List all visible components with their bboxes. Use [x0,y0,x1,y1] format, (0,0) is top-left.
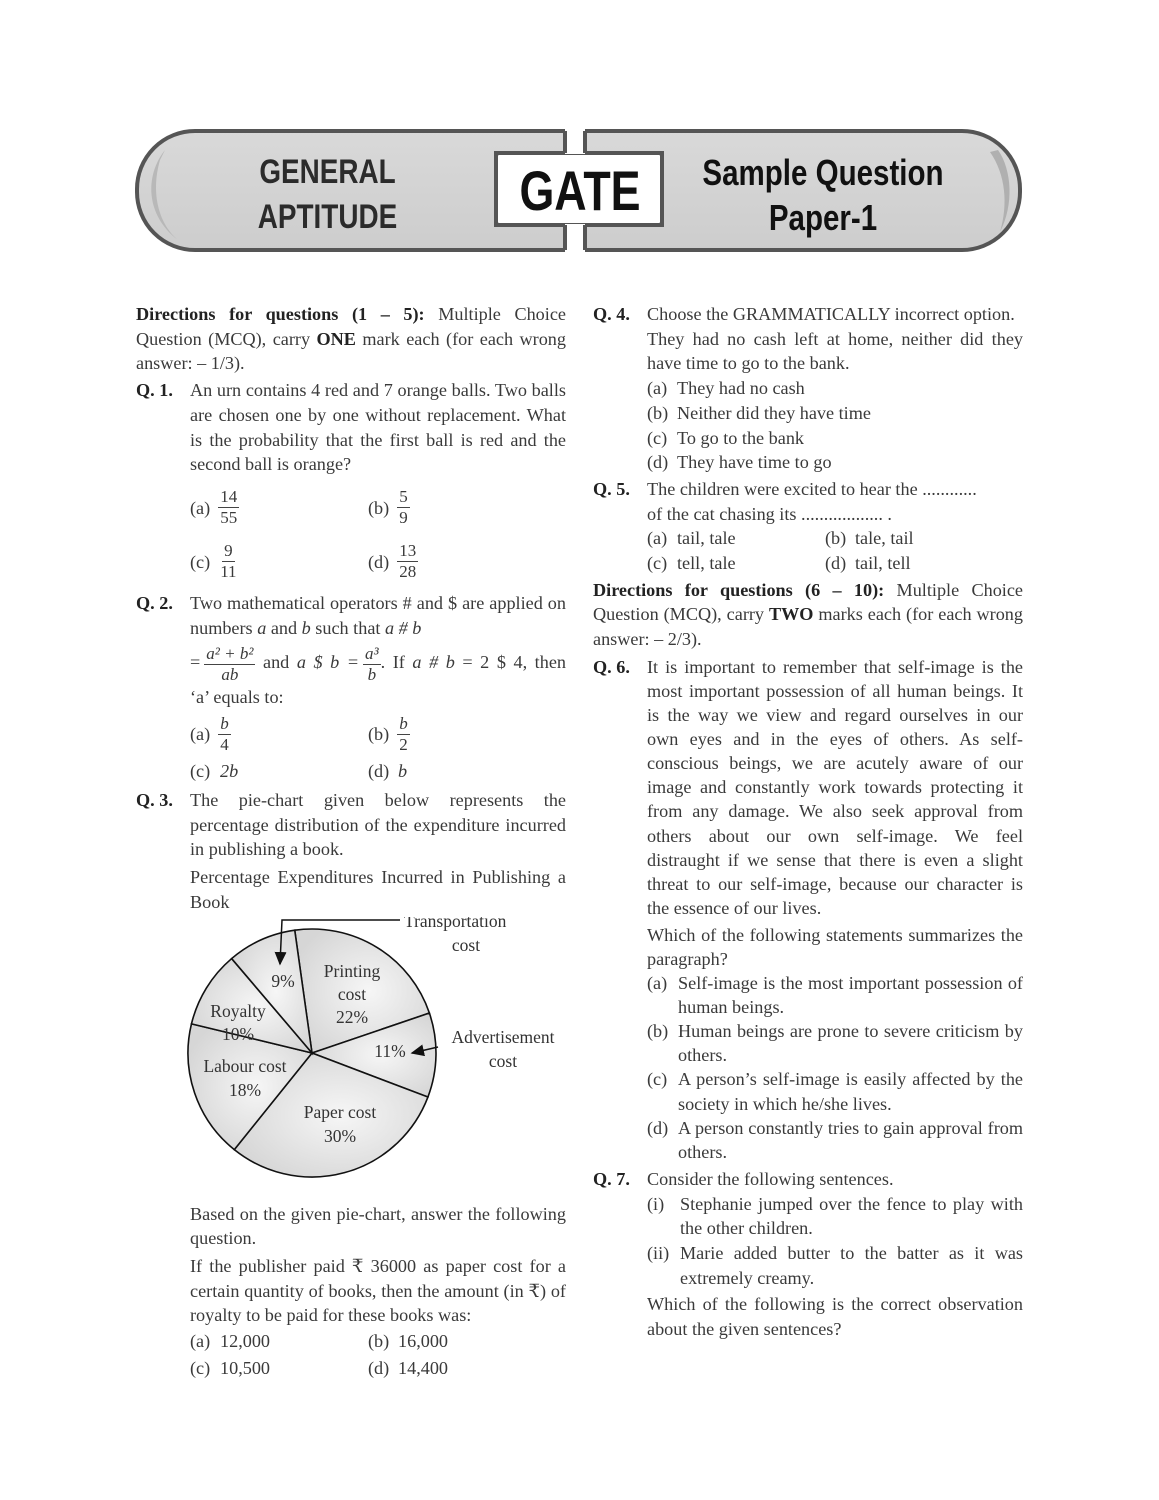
question-7 [593,1167,1023,1342]
option-b[interactable]: (b) $\frac{5}{9}$ [368,487,408,528]
question-text: Two mathematical operators # and $ are applied on numbers a and b such that a # b [190,592,566,638]
fraction: $\frac{5}{9}$ [399,487,408,528]
question-3 [136,788,566,915]
fraction: $\frac{14}{55}$ [220,487,238,528]
question-text-line-1: The children were excited to hear the ............ [647,478,977,499]
svg-text:Labour cost: Labour cost [203,1055,287,1076]
option-b[interactable]: (b) tale, tail [825,528,914,549]
fraction: $\frac{\text{a³}}{b}$ [365,643,379,684]
fraction: $\frac{b}{4}$ [220,713,229,754]
options [190,481,566,589]
options [647,526,1023,575]
pie-chart-graphic [0,917,570,1202]
svg-text:10%: 10% [221,1023,255,1044]
subject-line-1: GENERAL [259,153,396,191]
paper-title-line-2: Paper-1 [768,197,878,238]
option-b[interactable]: (b) $\frac{b}{2}$ [368,713,408,754]
svg-text:11%: 11% [374,1040,406,1061]
paper-title [696,150,950,240]
question-number: Q. 3. [136,790,173,811]
directions-section-1: Directions for questions (1 – 5): Multiple Choice Question (MCQ), carry ONE mark each (for each wrong answer: – 1/3). [136,304,566,374]
fraction: $\frac{13}{28}$ [399,541,417,582]
fraction: $\frac{\text{a² + b²}}{ab}$ [206,643,254,684]
svg-text:Printing: Printing [323,960,381,981]
option-a[interactable]: (a) tail, tale [647,528,736,549]
option-c[interactable]: (c) A person’s self-image is easily affected by the society in which he/she lives. [647,1069,1023,1114]
directions-section-2: Directions for questions (6 – 10): Multiple Choice Question (MCQ), carry TWO marks each (for each wrong answer: – 2/3). [593,579,1023,650]
option-c[interactable]: (c) To go to the bank [647,427,805,448]
subject-title [239,150,415,240]
question-4 [593,302,1023,475]
svg-text:cost: cost [451,934,481,955]
option-d[interactable]: (d) They have time to go [647,452,832,473]
question-text: The pie-chart given below represents the percentage distribution of the expenditure incurred in publishing a book. [190,790,566,860]
question-2 [136,591,566,784]
paper-title-line-1: Sample Question [702,152,944,193]
passage: It is important to remember that self-image is the most important possession of all human beings. It is the way we view and regard ourselves in our own eyes and in the eyes of others. As self-conscious beings, we are acutely aware of our image and constantly work towards protecting it from any damage. We also seek approval from others about our own self-image. We feel distraught if we sense that there is even a slight threat to our self-image, because our character is the essence of our lives. [647,656,1023,918]
question-number: Q. 6. [593,656,630,677]
option-b[interactable]: (b) 16,000 [368,1331,449,1352]
option-a[interactable]: (a) They had no cash [647,378,805,399]
followup-question: If the publisher paid ₹ 36000 as paper cost for a certain quantity of books, then the amount (in ₹) of royalty to be paid for these books was: [190,1255,566,1326]
question-1 [136,378,566,589]
pie-chart [0,916,555,1202]
question-text: Choose the GRAMMATICALLY incorrect option. [647,304,1015,324]
statement-i: (i) Stephanie jumped over the fence to play with the other children. [647,1193,1023,1239]
question-text-line-2: of the cat chasing its .................. . [647,503,892,524]
option-d[interactable]: (d) A person constantly tries to gain approval from others. [647,1117,1023,1162]
question-prompt: ‘a’ equals to: [190,686,284,707]
svg-text:Transportation: Transportation [404,916,507,931]
option-d[interactable]: (d) b [368,761,408,782]
question-text: Consider the following sentences. [647,1168,894,1189]
question-6 [593,655,1023,1164]
question-number: Q. 4. [593,304,630,324]
left-column [136,302,566,1382]
chart-title: Percentage Expenditures Incurred in Publishing a Book [190,867,566,912]
question-text: An urn contains 4 red and 7 orange balls. Two balls are chosen one by one without replacement. What is the probability that the first ball is red and the second ball is orange? [190,380,566,475]
followup-instruction: Based on the given pie-chart, answer the following question. [190,1203,566,1249]
option-d[interactable]: (d) $\frac{13}{28}$ [368,541,417,582]
fraction: $\frac{9}{11}$ [220,541,237,582]
svg-text:30%: 30% [323,1125,357,1146]
option-c[interactable]: (c) 10,500 [190,1358,271,1379]
exam-logo: GATE [519,159,641,222]
option-c[interactable]: (c) tell, tale [647,553,736,574]
svg-text:cost: cost [337,983,367,1004]
fraction: $\frac{b}{2}$ [399,713,408,754]
right-column [593,302,1023,1342]
question-number: Q. 1. [136,380,173,401]
question-number: Q. 2. [136,592,173,613]
header-banner [0,0,1159,270]
option-a[interactable]: (a) $\frac{14}{55}$ [190,487,238,528]
option-a[interactable]: (a) Self-image is the most important possession of human beings. [647,973,1023,1018]
question-sentence: They had no cash left at home, neither did they have time to go to the bank. [647,328,1023,374]
option-a[interactable]: (a) $\frac{b}{4}$ [190,713,229,754]
svg-text:22%: 22% [335,1006,369,1027]
statement-ii: (ii) Marie added butter to the batter as it was extremely creamy. [647,1242,1023,1288]
question-3-followup [136,1202,566,1383]
svg-text:Paper cost: Paper cost [303,1101,377,1122]
question-text: Which of the following statements summarizes the paragraph? [647,924,1023,969]
svg-text:18%: 18% [228,1079,262,1100]
svg-text:9%: 9% [271,970,295,991]
question-formula: = $\frac{\text{a² + b²}}{ab}$ and a $ b = $\frac{\text{a³}}{b}$ . If a # b = 2 $ 4, then [190,643,566,684]
banner-shape [0,0,1159,270]
option-d[interactable]: (d) tail, tell [825,553,911,574]
option-b[interactable]: (b) Human beings are prone to severe criticism by others. [647,1021,1023,1066]
option-c[interactable]: (c) $\frac{9}{11}$ [190,541,237,582]
question-number: Q. 7. [593,1168,630,1189]
option-d[interactable]: (d) 14,400 [368,1358,449,1379]
question-number: Q. 5. [593,478,630,499]
svg-text:Royalty: Royalty [210,1000,266,1021]
option-a[interactable]: (a) 12,000 [190,1331,271,1352]
question-5 [593,477,1023,576]
svg-text:Advertisement: Advertisement [451,1026,555,1047]
options [190,709,566,784]
option-b[interactable]: (b) Neither did they have time [647,402,871,423]
options [190,1328,566,1382]
subject-line-2: APTITUDE [257,198,398,236]
question-prompt: Which of the following is the correct observation about the given sentences? [647,1294,1023,1340]
option-c[interactable]: (c) 2b [190,761,239,782]
svg-text:cost: cost [488,1050,518,1071]
